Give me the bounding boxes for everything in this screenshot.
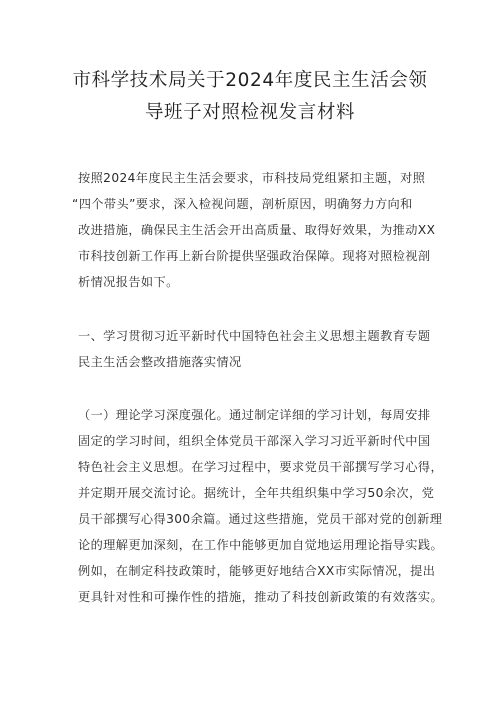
subsection-1-line-4: 并定期开展交流讨论。据统计，全年共组织集中学习50余次，党	[78, 486, 435, 500]
document-title-line-2: 导班子对照检视发言材料	[144, 102, 356, 123]
subsection-1-line-2: 固定的学习时间，组织全体党员干部深入学习习近平新时代中国	[78, 434, 431, 448]
section-1-heading-line-1: 一、学习贯彻习近平新时代中国特色社会主义思想主题教育专题	[78, 329, 431, 343]
subsection-1-line-5: 员干部撰写心得300余篇。通过这些措施，党员干部对党的创新理	[78, 512, 443, 526]
subsection-1-line-8: 更具针对性和可操作性的措施，推动了科技创新政策的有效落实。	[78, 590, 444, 604]
intro-line-3: 改进措施，确保民主生活会开出高质量、取得好效果，为推动XX	[78, 223, 436, 237]
document-title-line-1: 市科学技术局关于2024年度民主生活会领	[72, 70, 428, 91]
intro-line-4: 市科技创新工作再上新台阶提供坚强政治保障。现将对照检视剖	[78, 249, 431, 263]
intro-line-5: 析情况报告如下。	[78, 275, 179, 289]
subsection-1-line-6: 论的理解更加深刻，在工作中能够更加自觉地运用理论指导实践。	[78, 538, 444, 552]
section-1-heading-line-2: 民主生活会整改措施落实情况	[78, 355, 242, 369]
subsection-1-line-7: 例如，在制定科技政策时，能够更好地结合XX市实际情况，提出	[78, 564, 436, 578]
subsection-1-line-1: （一）理论学习深度强化。通过制定详细的学习计划，每周安排	[78, 408, 431, 422]
subsection-1-line-3: 特色社会主义思想。在学习过程中，要求党员干部撰写学习心得，	[78, 460, 444, 474]
intro-line-2: “四个带头”要求，深入检视问题，剖析原因，明确努力方向和	[72, 197, 413, 211]
intro-line-1: 按照2024年度民主生活会要求，市科技局党组紧扣主题，对照	[78, 171, 426, 185]
